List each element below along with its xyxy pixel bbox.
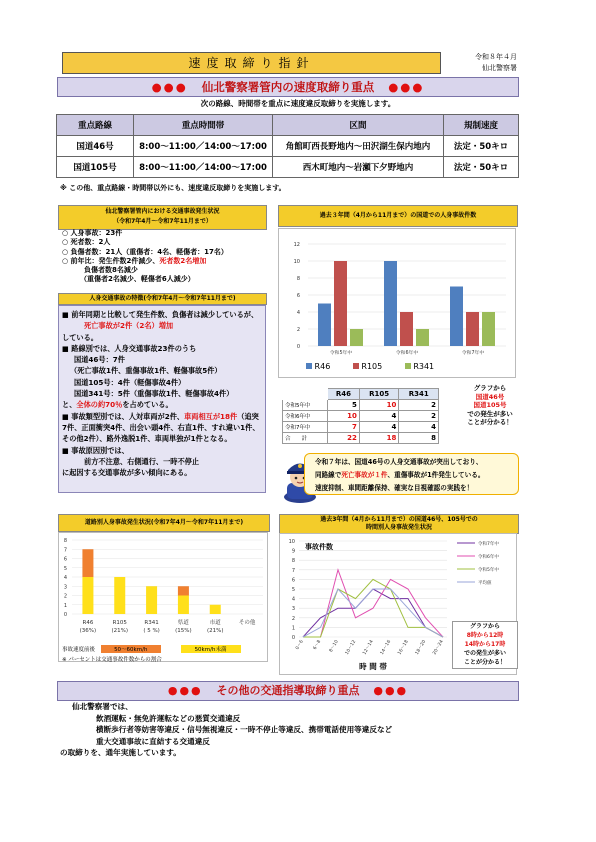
y-tick-label: 4 — [296, 310, 300, 316]
y-tick-label: 9 — [291, 548, 295, 555]
chart1-legend — [306, 362, 434, 371]
table-cell: 法定・50キロ — [444, 157, 519, 178]
y-tick-label: 2 — [296, 327, 300, 333]
x-tick-label: その他 — [238, 620, 256, 626]
accident-stat: 負傷者数8名減少 — [84, 266, 138, 275]
feature-text-a: と、 — [62, 400, 77, 410]
banner-title: 仙北警察署管内の速度取締り重点 — [201, 80, 375, 94]
feature-bullet: ■ 事故原因別では、 — [62, 445, 129, 455]
other-line: 飲酒運転・無免許運転などの悪質交通違反 — [96, 713, 241, 723]
y-tick-label: 0 — [63, 612, 67, 618]
table-cell: 4 — [399, 422, 439, 433]
feature-text: 国道341号：5件（重傷事故1件、軽傷事故4件） — [74, 389, 234, 399]
y-tick-label: 7 — [291, 567, 295, 574]
y-tick-label: 5 — [63, 565, 67, 572]
note-line-red: 8時から12時 — [466, 632, 504, 639]
bar-r105 — [334, 261, 347, 346]
table-cell: 7 — [328, 422, 360, 433]
callout-text: 、重傷事故が1件発生している。 — [387, 471, 485, 479]
x-axis-title: 時 間 帯 — [359, 662, 387, 671]
accident-stat: ○ 人身事故：23件 — [62, 229, 123, 237]
y-tick-label: 8 — [291, 558, 295, 565]
dots-right: ●●● — [373, 684, 409, 697]
callout-line — [315, 469, 518, 482]
chart2-title: 道路別人身事故発生状況(令和7年4月～令和7年11月まで) — [58, 514, 270, 532]
y-tick-label: 6 — [291, 577, 295, 584]
other-banner — [57, 681, 519, 701]
table-cell: R341 — [399, 389, 439, 400]
features-panel — [58, 305, 266, 493]
callout-line: 令和７年は、国道46号の人身交通事故が突出しており、 — [315, 458, 483, 466]
x-tick-sublabel: (21%) — [111, 628, 129, 634]
table-cell: 8:00～11:00／14:00～17:00 — [134, 157, 273, 178]
legend-swatch-r105 — [353, 363, 359, 369]
other-line: 重大交通事故に直結する交通違反 — [96, 736, 210, 746]
bar-r341 — [482, 312, 495, 346]
x-tick-label: 令和6年中 — [395, 351, 419, 356]
accident-title-line1: 仙北警察署管内における交通事故発生状況 — [105, 208, 220, 215]
table-cell: 5 — [328, 400, 360, 411]
x-tick-label: 6～8 — [312, 639, 323, 651]
accident-stat: （重傷者2名減少、軽傷者6人減少） — [80, 275, 195, 284]
header-title: 速度取締り指針 — [62, 52, 441, 74]
chart1-title: 過去３年間（4月から11月まで）の国道での人身事故件数 — [278, 205, 518, 227]
table-cell: 22 — [328, 433, 360, 444]
table-cell: 西木町地内～岩瀬下夕野地内 — [273, 157, 444, 178]
callout-text: 同路線で — [315, 471, 342, 479]
bar-segment — [178, 596, 189, 615]
col-header: 規制速度 — [444, 115, 519, 136]
table-cell: R105 — [359, 389, 399, 400]
legend-label: R341 — [413, 362, 435, 371]
accident-stat — [62, 257, 267, 266]
table-cell: 4 — [359, 422, 399, 433]
feature-red-text: 車両相互が18件 — [184, 411, 238, 421]
chart3-title-line2: 時間別人身事故発生状況 — [365, 524, 432, 531]
feature-text-a: ■ 事故類型別では、人対車両が2件、 — [62, 411, 185, 421]
col-header: 重点路線 — [57, 115, 134, 136]
table-cell: 法定・50キロ — [444, 136, 519, 157]
y-tick-label: 7 — [63, 547, 67, 554]
callout-red-text: 死亡事故が１件 — [341, 471, 388, 479]
table-row — [57, 157, 519, 178]
chart3-title — [279, 514, 519, 534]
feature-text: 前方不注意、右側通行、一時不停止 — [84, 456, 200, 466]
table-row — [283, 400, 439, 411]
chart1-note — [462, 384, 518, 427]
table-cell: R46 — [328, 389, 360, 400]
y-tick-label: 1 — [63, 602, 67, 609]
chart1-table — [282, 388, 439, 444]
y-tick-label: 5 — [291, 587, 295, 593]
route-table-header — [57, 115, 519, 136]
other-line: の取締りを、通年実施しています。 — [60, 748, 181, 757]
table-cell: 国道105号 — [57, 157, 134, 178]
note-line: での発生が多い — [467, 409, 513, 418]
note-line: グラフから — [469, 623, 500, 630]
feature-text: 国道46号：7件 — [74, 355, 125, 365]
note-line: ことが分かる！ — [467, 418, 513, 426]
bar-segment — [178, 586, 189, 595]
accident-stat: ○ 負傷者数：21人（重傷者：4名、軽傷者：17名） — [62, 247, 228, 256]
y-tick-label: 4 — [291, 596, 295, 603]
feature-red-text: 死亡事故が2件（2名）増加 — [84, 321, 174, 331]
x-tick-label: 令和7年中 — [461, 351, 485, 356]
legend-label: 令和7年中 — [478, 542, 499, 547]
note-line-red: 国道105号 — [473, 401, 507, 409]
legend-swatch-under50: 50km/h未満 — [181, 645, 241, 653]
other-line: 横断歩行者等妨害等違反・信号無視違反・一時不停止等違反、携帯電話使用等違反など — [96, 725, 393, 734]
y-tick-label: 10 — [293, 259, 300, 265]
col-header: 重点時間帯 — [134, 115, 273, 136]
feature-red-text: 全体の約70％ — [76, 400, 123, 410]
table-cell: 8 — [399, 433, 439, 444]
legend-swatch-r341 — [405, 363, 411, 369]
x-tick-label: R46 — [82, 620, 94, 626]
x-tick-label: 市道 — [209, 620, 221, 626]
other-line: 仙北警察署では、 — [72, 702, 133, 711]
bar-segment — [82, 577, 93, 614]
bar-r46 — [318, 304, 331, 347]
feature-text: （死亡事故1件、重傷事故1件、軽傷事故5件） — [70, 366, 222, 376]
table-cell: 2 — [399, 400, 439, 411]
y-tick-label: 6 — [296, 293, 300, 299]
feature-text-b: を占めている。 — [122, 400, 173, 410]
table-row — [283, 422, 439, 433]
other-banner-title: その他の交通指導取締り重点 — [216, 684, 360, 697]
table-cell: 4 — [359, 411, 399, 422]
dots-left: ●●● — [167, 684, 203, 697]
legend-label: R46 — [314, 362, 331, 371]
y-tick-label: 0 — [296, 344, 300, 350]
header-date: 令和８年４月 — [475, 53, 517, 61]
y-tick-label: 2 — [291, 615, 295, 622]
compare-red-text: 死者数2名増加 — [159, 256, 207, 265]
note-line-red: 14時から17時 — [464, 641, 506, 648]
legend-label: R105 — [361, 362, 383, 371]
table-cell: 令和5年中 — [283, 400, 328, 411]
x-tick-label: R105 — [112, 620, 127, 626]
intro-text: 次の路線、時間帯を重点に速度違反取締りを実施します。 — [200, 99, 396, 108]
legend-label: 平均値 — [478, 581, 492, 586]
chart2-svg — [58, 532, 268, 644]
table-cell: 合 計 — [283, 433, 328, 444]
route-note: ※ この他、重点路線・時間帯以外にも、速度違反取締りを実施します。 — [60, 184, 286, 192]
header-issuer: 仙北警察署 — [482, 64, 517, 72]
header-date-block — [447, 52, 517, 74]
x-tick-label: 12～14 — [362, 639, 375, 656]
y-tick-label: 3 — [291, 606, 295, 613]
y-tick-label: 0 — [291, 635, 295, 641]
table-cell: 10 — [328, 411, 360, 422]
y-tick-label: 12 — [293, 242, 300, 248]
y-tick-label: 8 — [296, 276, 300, 282]
legend-swatch-r46 — [306, 363, 312, 369]
feature-text: している。 — [62, 332, 98, 342]
y-tick-label: 3 — [63, 584, 67, 591]
accident-title-line2: （令和7年4月～令和7年11月まで） — [113, 218, 212, 225]
x-tick-label: 20～24 — [432, 639, 445, 656]
feature-bullet: ■ 路線別では、人身交通事故23件のうち — [62, 343, 197, 353]
y-tick-label: 10 — [288, 539, 295, 545]
x-tick-label: 8～10 — [328, 639, 340, 654]
note-line: での発生が多い — [463, 650, 506, 657]
y-axis-title: 事故件数 — [305, 543, 333, 551]
bar-r105 — [466, 312, 479, 346]
note-line-red: 国道46号 — [475, 392, 505, 401]
x-tick-label: 16～18 — [397, 639, 410, 656]
table-cell: 10 — [359, 400, 399, 411]
x-tick-sublabel: (36%) — [79, 628, 97, 634]
y-tick-label: 4 — [63, 575, 67, 581]
x-tick-sublabel: (15%) — [175, 628, 192, 634]
bar-r46 — [450, 287, 463, 347]
feature-bullet: ■ 前年同期と比較して発生件数、負傷者は減少しているが、 — [62, 310, 259, 319]
table-cell: 角館町西長野地内～田沢湖生保内地内 — [273, 136, 444, 157]
col-header: 区間 — [273, 115, 444, 136]
table-row — [57, 136, 519, 157]
x-tick-label: 10～12 — [344, 639, 358, 656]
y-tick-label: 1 — [291, 625, 295, 632]
legend-caption: 事故速度前後 — [62, 647, 96, 653]
y-tick-label: 8 — [63, 538, 67, 544]
features-title: 人身交通事故の特徴(令和7年4月～令和7年11月まで) — [58, 293, 267, 305]
table-row — [283, 433, 439, 444]
bar-r341 — [350, 329, 363, 346]
bar-r341 — [416, 329, 429, 346]
chart3-note — [452, 621, 518, 669]
bar-segment — [146, 586, 157, 614]
table-cell: 令和6年中 — [283, 411, 328, 422]
chart1-svg — [278, 228, 516, 378]
table-cell: 8:00～11:00／14:00～17:00 — [134, 136, 273, 157]
table-cell: 2 — [399, 411, 439, 422]
legend-label: 令和6年中 — [478, 555, 499, 560]
x-tick-sublabel: ( 5 %) — [143, 628, 160, 634]
table-cell — [283, 389, 328, 400]
y-tick-label: 2 — [63, 593, 67, 600]
x-tick-label: 18～20 — [414, 639, 428, 656]
table-cell: 国道46号 — [57, 136, 134, 157]
table-row — [283, 389, 439, 400]
x-tick-label: R341 — [144, 620, 159, 626]
note-line: ことが分かる！ — [463, 659, 506, 666]
x-tick-label: 県道 — [177, 620, 189, 626]
bar-segment — [82, 549, 93, 577]
compare-text: ○ 前年比：発生件数2件減少、 — [62, 256, 160, 265]
callout-line: 速度抑制、車間距離保持、確実な目視確認の実践を！ — [315, 484, 474, 492]
route-table — [56, 114, 519, 178]
chart2-legend — [62, 645, 268, 654]
feature-text — [62, 399, 263, 410]
bar-segment — [210, 605, 221, 614]
other-body — [60, 701, 515, 759]
table-row — [283, 411, 439, 422]
legend-swatch-50-60: 50～60km/h — [101, 645, 161, 653]
dots-right: ●●● — [388, 80, 425, 94]
feature-text: に起因する交通事故が多い傾向にある。 — [62, 468, 192, 478]
bar-segment — [114, 577, 125, 614]
x-tick-label: 0～6 — [295, 639, 305, 651]
x-tick-label: 令和5年中 — [329, 351, 353, 356]
dots-left: ●●● — [151, 80, 188, 94]
bar-r46 — [384, 261, 397, 346]
table-cell: 令和7年中 — [283, 422, 328, 433]
bar-r105 — [400, 312, 413, 346]
y-tick-label: 6 — [63, 556, 67, 563]
feature-text-b: （追突7件、正面衝突4件、出会い頭4件、右直1件、すれ違い1件、その他2件）、路外逸脱1件、車両単独が1件となる。 — [62, 411, 260, 444]
feature-bullet — [62, 411, 263, 445]
x-tick-label: 14～16 — [379, 639, 393, 656]
x-tick-sublabel: (21%) — [206, 628, 224, 634]
accident-stat: ○ 死者数：2人 — [62, 238, 111, 247]
chart3-title-line1: 過去3年間（4月から11月まで）の国道46号、105号での — [320, 516, 478, 523]
accident-summary-body — [62, 229, 267, 285]
callout-box — [304, 453, 519, 495]
legend-label: 令和5年中 — [478, 568, 499, 573]
note-line: グラフから — [473, 384, 507, 392]
chart2-note: ※ パーセントは交通事故件数からの割合 — [62, 657, 162, 663]
table-cell: 18 — [359, 433, 399, 444]
main-banner — [57, 77, 519, 97]
accident-summary-title — [58, 205, 267, 230]
feature-text: 国道105号：4件（軽傷事故4件） — [74, 377, 186, 387]
